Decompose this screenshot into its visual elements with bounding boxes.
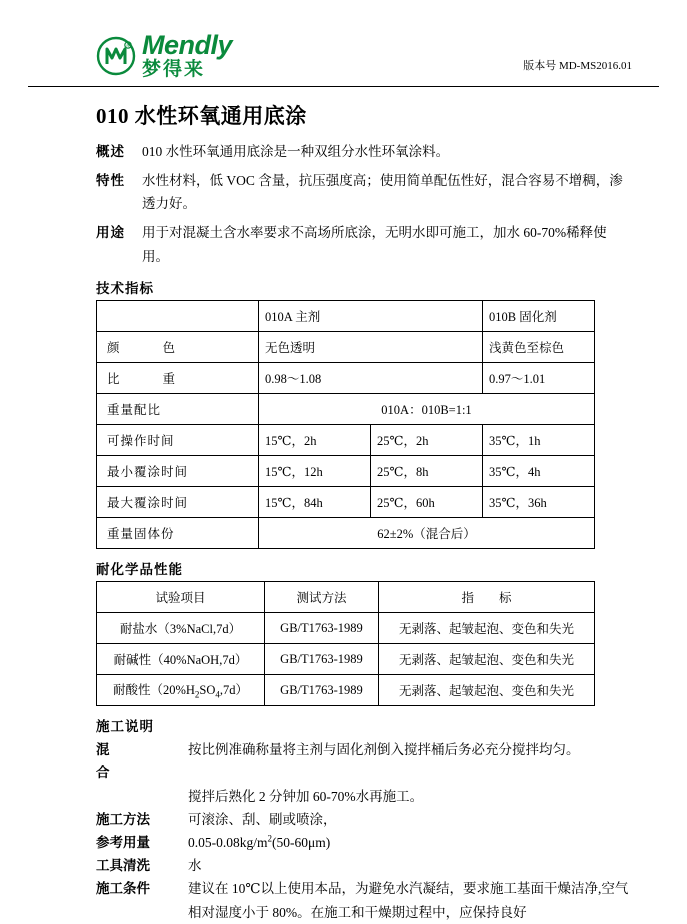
table-row (97, 394, 595, 425)
table-row (97, 518, 595, 549)
chem-header-result: 指 标 (379, 582, 595, 613)
spec-col-a-header: 010A 主剂 (259, 301, 483, 332)
construction-label-cleaning: 工具清洗 (96, 858, 150, 874)
spec-corner-cell (97, 301, 259, 332)
header-divider (28, 86, 659, 87)
construction-row-conditions (96, 877, 632, 923)
chem-result-alkali: 无剥落、起皱起泡、变色和失光 (379, 644, 595, 675)
table-row (97, 582, 595, 613)
table-row (97, 425, 595, 456)
construction-text-method: 可滚涂、刮、刷或喷涂， (188, 811, 337, 827)
page-title: 010 水性环氧通用底涂 (96, 104, 307, 128)
brand-name-cn: 梦得来 (142, 59, 206, 80)
spec-min-recoat-15: 15℃，12h (259, 456, 371, 487)
spec-pot-life-35: 35℃，1h (483, 425, 595, 456)
spec-max-recoat-25: 25℃，60h (371, 487, 483, 518)
chem-item-acid: 耐酸性$(20\%H_2SO_4,7d)$ (97, 675, 265, 706)
spec-max-recoat-15: 15℃，84h (259, 487, 371, 518)
spec-min-recoat-35: 35℃，4h (483, 456, 595, 487)
chem-item-alkali: 耐碱性（40%NaOH,7d） (97, 644, 265, 675)
chem-header-item: 试验项目 (97, 582, 265, 613)
chem-item-saltwater: 耐盐水（3%NaCl,7d） (97, 613, 265, 644)
chem-method-saltwater: GB/T1763-1989 (265, 613, 379, 644)
spec-label-mix-ratio: 重量配比 (97, 394, 259, 425)
brand-name-en: Mendly (142, 30, 233, 60)
chem-result-acid: 无剥落、起皱起泡、变色和失光 (379, 675, 595, 706)
spec-label-solids: 重量固体份 (97, 518, 259, 549)
table-row (97, 301, 595, 332)
table-row (97, 613, 595, 644)
construction-label-coverage: 参考用量 (96, 835, 150, 850)
intro-row-overview (96, 140, 632, 164)
chem-heading: 耐化学品性能 (96, 562, 183, 578)
spec-col-b-header: 010B 固化剂 (483, 301, 595, 332)
chemical-resistance-table (96, 581, 595, 706)
brand-logo (96, 32, 232, 79)
spec-density-b: 0.97～1.01 (483, 363, 595, 394)
table-row (97, 675, 595, 706)
chem-method-alkali: GB/T1763-1989 (265, 644, 379, 675)
intro-text-overview: 010 水性环氧通用底涂是一种双组分水性环氧涂料。 (142, 144, 450, 159)
spec-mix-ratio-value: 010A：010B=1:1 (259, 394, 595, 425)
spec-label-max-recoat: 最大覆涂时间 (97, 487, 259, 518)
document-version: 版本号 MD-MS2016.01 (523, 60, 632, 72)
table-row (97, 456, 595, 487)
construction-text-conditions: 建议在 10℃以上使用本品，为避免水汽凝结，要求施工基面干燥洁净,空气相对湿度小于 80%。在施工和干燥期过程中，应保持良好 (188, 881, 629, 920)
construction-label-mixing: 混 合 (96, 742, 179, 781)
spec-color-a: 无色透明 (259, 332, 483, 363)
spec-solids-value: 62±2%（混合后） (259, 518, 595, 549)
spec-label-min-recoat: 最小覆涂时间 (97, 456, 259, 487)
spec-max-recoat-35: 35℃，36h (483, 487, 595, 518)
table-row (97, 363, 595, 394)
intro-text-uses: 用于对混凝土含水率要求不高场所底涂，无明水即可施工，加水 60-70%稀释使用。 (142, 224, 607, 264)
chem-result-saltwater: 无剥落、起皱起泡、变色和失光 (379, 613, 595, 644)
spec-color-b: 浅黄色至棕色 (483, 332, 595, 363)
construction-text-cleaning: 水 (188, 858, 202, 874)
document-body (0, 92, 687, 924)
construction-text-coverage: $0.05-0.08kg/m^2(50-60\mu m)$ (188, 833, 331, 850)
construction-heading: 施工说明 (96, 719, 154, 735)
intro-label-uses: 用途 (96, 224, 125, 240)
spec-label-pot-life: 可操作时间 (97, 425, 259, 456)
construction-label-conditions: 施工条件 (96, 881, 150, 897)
construction-row-method (96, 808, 632, 831)
intro-row-uses (96, 221, 632, 268)
construction-text-mixing-note: 搅拌后熟化 2 分钟加 60-70%水再施工。 (188, 788, 424, 804)
spec-heading: 技术指标 (96, 281, 154, 297)
chem-method-acid: GB/T1763-1989 (265, 675, 379, 706)
spec-pot-life-25: 25℃，2h (371, 425, 483, 456)
intro-text-features: 水性材料，低 VOC 含量，抗压强度高；使用简单配伍性好，混合容易不增稠，渗透力好。 (142, 172, 623, 212)
construction-row-mixing (96, 738, 632, 784)
spec-label-color: 颜 色 (97, 332, 259, 363)
intro-label-overview: 概述 (96, 144, 125, 159)
construction-row-cleaning (96, 854, 632, 877)
m-monogram-icon (96, 36, 136, 76)
chem-header-method: 测试方法 (265, 582, 379, 613)
spec-min-recoat-25: 25℃，8h (371, 456, 483, 487)
construction-label-method: 施工方法 (96, 811, 150, 827)
svg-text:R: R (126, 43, 130, 49)
spec-label-density: 比 重 (97, 363, 259, 394)
table-row (97, 332, 595, 363)
intro-label-features: 特性 (96, 172, 125, 188)
spec-pot-life-15: 15℃，2h (259, 425, 371, 456)
table-row (97, 487, 595, 518)
table-row (97, 644, 595, 675)
brand-wordmark (142, 32, 232, 79)
page-header (0, 0, 687, 80)
spec-table (96, 300, 595, 549)
intro-row-features (96, 169, 632, 216)
spec-density-a: 0.98～1.08 (259, 363, 483, 394)
construction-row-coverage (96, 831, 632, 854)
construction-text-mixing: 按比例准确称量将主剂与固化剂倒入搅拌桶后务必充分搅拌均匀。 (188, 742, 580, 758)
